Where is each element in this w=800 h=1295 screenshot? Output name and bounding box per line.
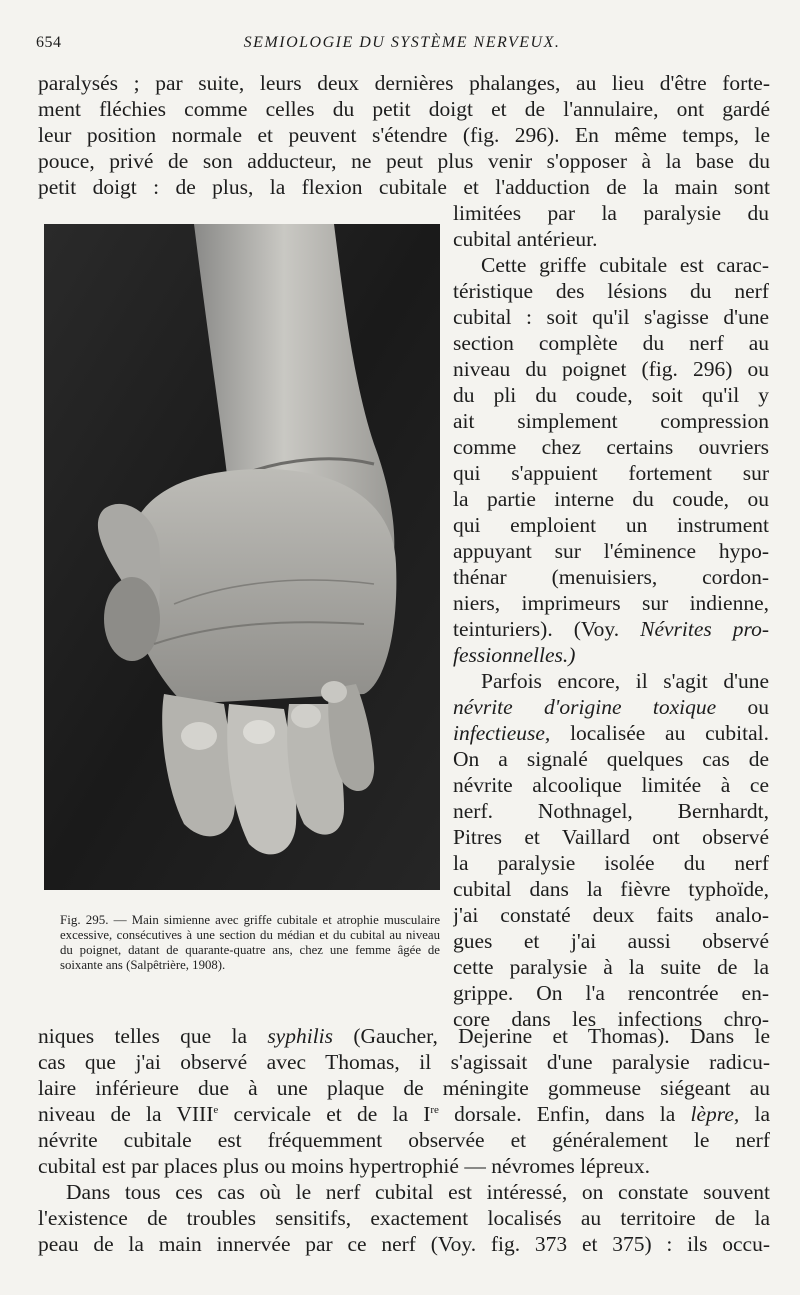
text-line <box>453 720 769 746</box>
superscript: e <box>213 1103 219 1116</box>
side-column-text <box>453 200 769 1032</box>
text-line: j'ai constaté deux faits analo- <box>453 903 769 927</box>
text-line: l'existence de troubles sensitifs, exactement localisés au territoire de la <box>38 1206 770 1230</box>
text-line: cubital antérieur. <box>453 227 598 251</box>
text-line: Parfois encore, il s'agit d'une <box>481 669 769 693</box>
running-head <box>36 34 768 56</box>
text-line: peau de la main innervée par ce nerf (Voy. fig. 373 et 375) : ils occu- <box>38 1232 770 1256</box>
italic-term: infectieuse, <box>453 721 551 745</box>
text-line: téristique des lésions du nerf <box>453 279 769 303</box>
text-fragment: (Gaucher, Dejerine et Thomas). Dans le <box>353 1024 770 1048</box>
figure-label: Fig. 295. — <box>60 912 127 927</box>
text-line: niers, imprimeurs sur indienne, <box>453 591 769 615</box>
text-fragment: localisée au cubital. <box>570 721 769 745</box>
text-line: ment fléchies comme celles du petit doigt et de l'annulaire, ont gardé <box>38 97 770 121</box>
text-line: thénar (menuisiers, cordon- <box>453 565 769 589</box>
text-line: gues et j'ai aussi observé <box>453 929 769 953</box>
text-line <box>38 1101 770 1127</box>
text-line: comme chez certains ouvriers <box>453 435 769 459</box>
text-line: cas que j'ai observé avec Thomas, il s'agissait d'une paralysie radicu- <box>38 1050 770 1074</box>
caption-text: Main simienne avec griffe cubitale et atrophie musculaire excessive, consécutives à une section du médian et du cubital au niveau du poignet, datant de quarante-quatre ans, chez une femme âgée de soixante ans (Salpêtrière, 1908). <box>60 913 440 972</box>
text-line: nerf. Nothnagel, Bernhardt, <box>453 799 769 823</box>
text-line: section complète du nerf au <box>453 331 769 355</box>
text-line: fessionnelles.) <box>453 643 576 667</box>
text-line: cubital : soit qu'il s'agisse d'une <box>453 305 769 329</box>
italic-term: syphilis <box>267 1024 334 1048</box>
text-line: ait simplement compression <box>453 409 769 433</box>
text-line: cette paralysie à la suite de la <box>453 955 769 979</box>
superscript: re <box>430 1103 439 1116</box>
text-line: laire inférieure due à une plaque de méningite gommeuse siégeant au <box>38 1076 770 1100</box>
text-fragment: niques telles que la <box>38 1024 247 1048</box>
text-line <box>453 616 769 642</box>
text-line: core dans les infections chro- <box>453 1007 769 1031</box>
text-fragment: dorsale. Enfin, dans la <box>454 1102 676 1126</box>
header-title: SEMIOLOGIE DU SYSTÈME NERVEUX. <box>243 34 561 51</box>
text-line: qui s'appuient fortement sur <box>453 461 769 485</box>
text-line: paralysés ; par suite, leurs deux dernières phalanges, au lieu d'être forte- <box>38 71 770 95</box>
text-line: qui emploient un instrument <box>453 513 769 537</box>
text-fragment: ou <box>747 695 769 719</box>
text-line <box>38 1023 770 1049</box>
text-fragment: niveau de la VIII <box>38 1102 214 1126</box>
text-line <box>453 694 769 720</box>
text-line: Pitres et Vaillard ont observé <box>453 825 769 849</box>
text-fragment: teinturiers). (Voy. <box>453 617 620 641</box>
text-line: cubital dans la fièvre typhoïde, <box>453 877 769 901</box>
italic-term: lèpre, <box>690 1102 740 1126</box>
bottom-paragraph <box>38 1023 770 1257</box>
hand-photograph <box>44 224 440 890</box>
text-line: Dans tous ces cas où le nerf cubital est intéressé, on constate souvent <box>66 1180 770 1204</box>
top-paragraph <box>38 70 770 200</box>
italic-term: névrite d'origine toxique <box>453 695 717 719</box>
italic-term: Névrites pro- <box>640 617 769 641</box>
figure-caption <box>60 912 440 973</box>
text-line: la paralysie isolée du nerf <box>453 851 769 875</box>
text-fragment: cervicale et de la I <box>233 1102 431 1126</box>
text-line: névrite alcoolique limitée à ce <box>453 773 769 797</box>
text-line: niveau du poignet (fig. 296) ou <box>453 357 769 381</box>
text-line: limitées par la paralysie du <box>453 201 769 225</box>
text-line: Cette griffe cubitale est carac- <box>481 253 769 277</box>
text-line: leur position normale et peuvent s'étendre (fig. 296). En même temps, le <box>38 123 770 147</box>
text-line: névrite cubitale est fréquemment observée et généralement le nerf <box>38 1128 770 1152</box>
text-line: la partie interne du coude, ou <box>453 487 769 511</box>
page-number: 654 <box>36 34 62 51</box>
text-line: cubital est par places plus ou moins hypertrophié — névromes lépreux. <box>38 1154 650 1178</box>
text-line: On a signalé quelques cas de <box>453 747 769 771</box>
text-fragment: la <box>754 1102 770 1126</box>
text-line: du pli du coude, soit qu'il y <box>453 383 769 407</box>
text-line: pouce, privé de son adducteur, ne peut plus venir s'opposer à la base du <box>38 149 770 173</box>
text-line: petit doigt : de plus, la flexion cubitale et l'adduction de la main sont <box>38 175 770 199</box>
text-line: appuyant sur l'éminence hypo- <box>453 539 769 563</box>
text-line: grippe. On l'a rencontrée en- <box>453 981 769 1005</box>
